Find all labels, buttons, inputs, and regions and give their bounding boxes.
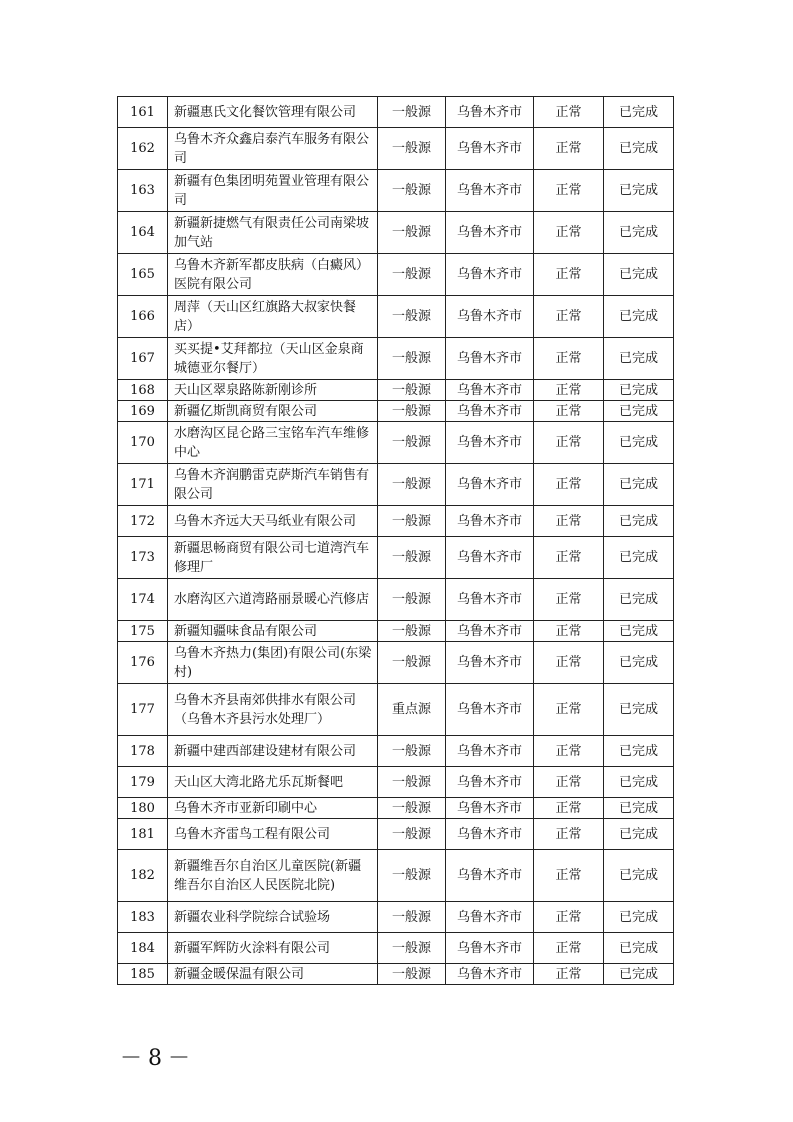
page-number: －8－ [120,1046,196,1071]
cell-result: 已完成 [604,579,674,621]
cell-company-name: 新疆知疆味食品有限公司 [168,621,378,642]
cell-status: 正常 [534,506,604,537]
cell-source-type: 一般源 [378,401,446,422]
cell-source-type: 一般源 [378,642,446,684]
cell-status: 正常 [534,902,604,933]
cell-company-name: 新疆思畅商贸有限公司七道湾汽车修理厂 [168,537,378,579]
cell-status: 正常 [534,850,604,902]
cell-city: 乌鲁木齐市 [446,97,534,128]
table-row [118,338,674,380]
cell-company-name: 天山区大湾北路尤乐瓦斯餐吧 [168,767,378,798]
cell-company-name: 新疆农业科学院综合试验场 [168,902,378,933]
cell-number: 170 [118,422,168,464]
table-row [118,684,674,736]
cell-status: 正常 [534,296,604,338]
cell-city: 乌鲁木齐市 [446,798,534,819]
cell-number: 174 [118,579,168,621]
cell-city: 乌鲁木齐市 [446,767,534,798]
cell-company-name: 新疆惠氏文化餐饮管理有限公司 [168,97,378,128]
cell-status: 正常 [534,642,604,684]
cell-company-name: 新疆有色集团明苑置业管理有限公司 [168,170,378,212]
cell-number: 177 [118,684,168,736]
cell-status: 正常 [534,212,604,254]
table-row [118,767,674,798]
cell-status: 正常 [534,684,604,736]
cell-status: 正常 [534,254,604,296]
cell-company-name: 水磨沟区六道湾路丽景暖心汽修店 [168,579,378,621]
cell-result: 已完成 [604,380,674,401]
cell-city: 乌鲁木齐市 [446,506,534,537]
cell-city: 乌鲁木齐市 [446,537,534,579]
table-row [118,642,674,684]
cell-status: 正常 [534,537,604,579]
cell-status: 正常 [534,97,604,128]
cell-result: 已完成 [604,642,674,684]
cell-city: 乌鲁木齐市 [446,464,534,506]
cell-company-name: 周萍（天山区红旗路大叔家快餐店） [168,296,378,338]
table-row [118,296,674,338]
cell-status: 正常 [534,964,604,985]
cell-number: 168 [118,380,168,401]
table-row [118,621,674,642]
cell-number: 181 [118,819,168,850]
cell-source-type: 重点源 [378,684,446,736]
cell-status: 正常 [534,128,604,170]
cell-source-type: 一般源 [378,506,446,537]
cell-result: 已完成 [604,621,674,642]
cell-city: 乌鲁木齐市 [446,819,534,850]
cell-company-name: 乌鲁木齐润鹏雷克萨斯汽车销售有限公司 [168,464,378,506]
cell-source-type: 一般源 [378,338,446,380]
cell-number: 162 [118,128,168,170]
cell-source-type: 一般源 [378,128,446,170]
cell-result: 已完成 [604,212,674,254]
cell-number: 183 [118,902,168,933]
cell-company-name: 新疆中建西部建设建材有限公司 [168,736,378,767]
cell-company-name: 乌鲁木齐众鑫启泰汽车服务有限公司 [168,128,378,170]
cell-number: 178 [118,736,168,767]
table-row [118,537,674,579]
cell-number: 164 [118,212,168,254]
records-table [117,96,674,985]
cell-company-name: 乌鲁木齐远大天马纸业有限公司 [168,506,378,537]
cell-company-name: 新疆维吾尔自治区儿童医院(新疆维吾尔自治区人民医院北院) [168,850,378,902]
cell-number: 165 [118,254,168,296]
cell-status: 正常 [534,170,604,212]
cell-number: 180 [118,798,168,819]
cell-status: 正常 [534,338,604,380]
cell-status: 正常 [534,767,604,798]
table-row [118,850,674,902]
cell-result: 已完成 [604,506,674,537]
table-row [118,401,674,422]
cell-result: 已完成 [604,736,674,767]
cell-source-type: 一般源 [378,767,446,798]
cell-result: 已完成 [604,296,674,338]
table-row [118,254,674,296]
cell-source-type: 一般源 [378,579,446,621]
cell-city: 乌鲁木齐市 [446,128,534,170]
cell-number: 167 [118,338,168,380]
cell-city: 乌鲁木齐市 [446,212,534,254]
cell-result: 已完成 [604,401,674,422]
cell-source-type: 一般源 [378,933,446,964]
cell-number: 172 [118,506,168,537]
table-row [118,506,674,537]
cell-company-name: 新疆新捷燃气有限责任公司南梁坡加气站 [168,212,378,254]
table-body [118,97,674,985]
cell-company-name: 乌鲁木齐雷鸟工程有限公司 [168,819,378,850]
cell-result: 已完成 [604,97,674,128]
cell-city: 乌鲁木齐市 [446,401,534,422]
cell-source-type: 一般源 [378,819,446,850]
cell-number: 176 [118,642,168,684]
cell-source-type: 一般源 [378,902,446,933]
cell-number: 166 [118,296,168,338]
cell-city: 乌鲁木齐市 [446,254,534,296]
cell-source-type: 一般源 [378,798,446,819]
cell-result: 已完成 [604,170,674,212]
cell-city: 乌鲁木齐市 [446,170,534,212]
cell-result: 已完成 [604,933,674,964]
cell-result: 已完成 [604,464,674,506]
cell-status: 正常 [534,736,604,767]
cell-number: 185 [118,964,168,985]
cell-source-type: 一般源 [378,212,446,254]
cell-number: 173 [118,537,168,579]
cell-company-name: 新疆亿斯凯商贸有限公司 [168,401,378,422]
cell-result: 已完成 [604,254,674,296]
cell-company-name: 乌鲁木齐热力(集团)有限公司(东梁村) [168,642,378,684]
cell-city: 乌鲁木齐市 [446,933,534,964]
cell-number: 171 [118,464,168,506]
cell-company-name: 新疆军辉防火涂料有限公司 [168,933,378,964]
cell-status: 正常 [534,621,604,642]
cell-source-type: 一般源 [378,736,446,767]
cell-city: 乌鲁木齐市 [446,684,534,736]
cell-result: 已完成 [604,537,674,579]
cell-result: 已完成 [604,850,674,902]
cell-source-type: 一般源 [378,621,446,642]
cell-source-type: 一般源 [378,254,446,296]
table-row [118,97,674,128]
cell-company-name: 天山区翠泉路陈新刚诊所 [168,380,378,401]
table-row [118,380,674,401]
table-row [118,464,674,506]
cell-source-type: 一般源 [378,380,446,401]
table-row [118,579,674,621]
cell-company-name: 乌鲁木齐县南郊供排水有限公司（乌鲁木齐县污水处理厂） [168,684,378,736]
table-row [118,964,674,985]
cell-number: 182 [118,850,168,902]
cell-status: 正常 [534,933,604,964]
cell-number: 175 [118,621,168,642]
cell-result: 已完成 [604,128,674,170]
cell-source-type: 一般源 [378,296,446,338]
cell-company-name: 乌鲁木齐新军都皮肤病（白癜风）医院有限公司 [168,254,378,296]
cell-city: 乌鲁木齐市 [446,380,534,401]
cell-company-name: 买买提•艾拜都拉（天山区金泉商城德亚尔餐厅） [168,338,378,380]
table-row [118,170,674,212]
table-row [118,128,674,170]
table-row [118,819,674,850]
cell-status: 正常 [534,464,604,506]
cell-status: 正常 [534,422,604,464]
cell-result: 已完成 [604,902,674,933]
cell-source-type: 一般源 [378,422,446,464]
cell-result: 已完成 [604,964,674,985]
cell-source-type: 一般源 [378,964,446,985]
cell-city: 乌鲁木齐市 [446,422,534,464]
cell-result: 已完成 [604,684,674,736]
table-row [118,798,674,819]
cell-number: 184 [118,933,168,964]
cell-company-name: 乌鲁木齐市亚新印刷中心 [168,798,378,819]
cell-result: 已完成 [604,798,674,819]
table-row [118,422,674,464]
cell-city: 乌鲁木齐市 [446,338,534,380]
cell-source-type: 一般源 [378,537,446,579]
cell-source-type: 一般源 [378,850,446,902]
cell-city: 乌鲁木齐市 [446,642,534,684]
cell-source-type: 一般源 [378,97,446,128]
cell-status: 正常 [534,401,604,422]
cell-number: 179 [118,767,168,798]
cell-status: 正常 [534,819,604,850]
cell-status: 正常 [534,380,604,401]
cell-result: 已完成 [604,422,674,464]
cell-city: 乌鲁木齐市 [446,621,534,642]
cell-result: 已完成 [604,819,674,850]
cell-city: 乌鲁木齐市 [446,902,534,933]
table-row [118,736,674,767]
cell-city: 乌鲁木齐市 [446,296,534,338]
cell-number: 169 [118,401,168,422]
cell-result: 已完成 [604,338,674,380]
cell-company-name: 新疆金暖保温有限公司 [168,964,378,985]
cell-status: 正常 [534,798,604,819]
cell-city: 乌鲁木齐市 [446,850,534,902]
cell-city: 乌鲁木齐市 [446,736,534,767]
table-row [118,212,674,254]
cell-company-name: 水磨沟区昆仑路三宝铭车汽车维修中心 [168,422,378,464]
cell-city: 乌鲁木齐市 [446,579,534,621]
cell-status: 正常 [534,579,604,621]
cell-source-type: 一般源 [378,464,446,506]
cell-source-type: 一般源 [378,170,446,212]
table-row [118,902,674,933]
cell-number: 163 [118,170,168,212]
cell-number: 161 [118,97,168,128]
table-row [118,933,674,964]
cell-result: 已完成 [604,767,674,798]
cell-city: 乌鲁木齐市 [446,964,534,985]
